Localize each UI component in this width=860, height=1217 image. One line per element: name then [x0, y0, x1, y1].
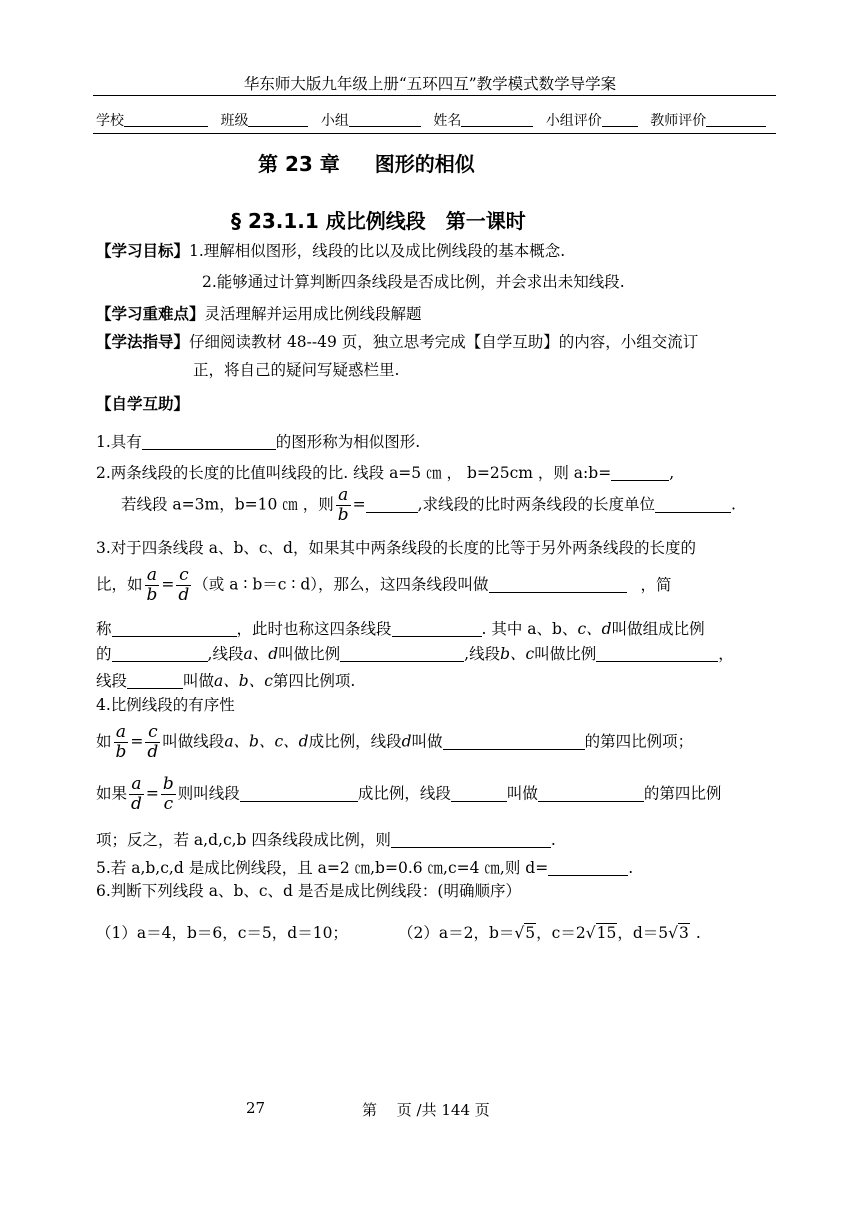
q3-text-5d: 第四比例项.	[272, 672, 356, 690]
q4-text-2e: 的第四比例	[643, 784, 722, 803]
q3-text-3d: c、d	[577, 620, 612, 638]
q3-text-4d: 叫做比例	[278, 645, 341, 663]
chapter-name: 图形的相似	[374, 152, 475, 176]
key-points-text: 灵活理解并运用成比例线段解题	[204, 305, 422, 323]
field-teacher-eval-label: 教师评价	[650, 113, 707, 129]
frac-num-a: a	[131, 774, 142, 794]
q4-text-2b: 则叫线段	[177, 784, 240, 803]
sqrt-3: √3	[668, 924, 689, 942]
q4-fraction-cd	[145, 724, 160, 761]
q5-text: 5.若 a,b,c,d 是成比例线段，且 a=2 ㎝,b=0.6 ㎝,c=4 ㎝,则 d=	[96, 859, 549, 877]
q3-text-3b: ，此时也称这四条线段	[236, 620, 392, 638]
sqrt-5: √5	[514, 924, 536, 942]
q3-text-4e: ,线段	[464, 645, 501, 663]
method-text-2: 正，将自己的疑问写疑惑栏里.	[193, 361, 400, 379]
chapter-title	[258, 148, 475, 177]
objective-1: 1.理解相似图形，线段的比以及成比例线段的基本概念.	[189, 242, 566, 260]
field-group-eval-blank[interactable]	[602, 112, 638, 127]
question-3-line-1: 3.对于四条线段 a、b、c、d，如果其中两条线段的长度的比等于另外两条线段的长度的	[96, 539, 696, 557]
q3-text-4a: 的	[96, 645, 112, 663]
question-6-part-1: （1）a＝4，b＝6，c＝5，d＝10；	[96, 924, 348, 942]
q3-text-5a: 线段	[96, 672, 128, 690]
q6-text-b: ，c＝2	[536, 924, 586, 942]
q2-blank-2[interactable]	[366, 497, 418, 513]
objective-2: 2.能够通过计算判断四条线段是否成比例，并会求出未知线段.	[202, 273, 625, 291]
q1-text-before: 1.具有	[96, 433, 142, 451]
sqrt-3-radicand: 3	[679, 924, 689, 942]
method-line-1	[96, 335, 698, 351]
question-6-part-2	[398, 926, 701, 942]
q3-text-4f: b、c	[500, 645, 535, 663]
q2-equals: =	[352, 495, 366, 514]
q4-blank-4[interactable]	[538, 786, 644, 802]
q4-text-1f: 叫做	[411, 732, 443, 751]
objectives-line-1	[96, 244, 565, 260]
field-school-blank[interactable]	[124, 112, 208, 127]
key-points	[96, 307, 422, 323]
q2-blank-1[interactable]	[611, 465, 669, 481]
question-4-line-3	[96, 832, 556, 849]
method-text-1: 仔细阅读教材 48--49 页，独立思考完成【自学互助】的内容，小组交流订	[189, 333, 699, 351]
q4-text-2a: 如果	[96, 784, 128, 803]
question-3-line-3	[96, 621, 705, 638]
q3-blank-2[interactable]	[112, 621, 237, 637]
q2-text-1: 2.两条线段的长度的比值叫线段的比. 线段 a=5 ㎝ ， b=25cm ，则 a:b=	[96, 464, 612, 482]
q3-text-2b: （或 a ∶ b＝c ∶ d），那么，这四条线段叫做	[193, 575, 489, 594]
page-header-title: 华东师大版九年级上册“五环四互”教学模式数学导学案	[243, 75, 617, 93]
question-4-line-2	[96, 776, 721, 813]
q4-text-3-end: .	[550, 831, 556, 849]
frac-den-d: d	[147, 742, 159, 762]
q2-text-2-end: .	[731, 495, 736, 514]
frac-den-d: d	[131, 794, 142, 814]
q2-frac-den: b	[337, 505, 349, 525]
footer-page-number: 27	[246, 1099, 266, 1117]
sqrt-15-radicand: 15	[596, 924, 617, 942]
q4-fraction-ab	[114, 724, 129, 761]
q3-text-3e: 叫做组成比例	[611, 620, 705, 638]
section-title: § 23.1.1 成比例线段 第一课时	[231, 209, 526, 233]
q3-blank-1[interactable]	[489, 577, 627, 593]
q4-text-1d: 成比例，线段	[308, 732, 402, 751]
header-rule	[93, 95, 776, 96]
q2-text-2c: ,求线段的比时两条线段的长度单位	[417, 495, 656, 514]
objectives-label: 【学习目标】	[96, 242, 190, 260]
q4-fraction-ad	[129, 776, 144, 813]
field-class-blank[interactable]	[248, 112, 308, 127]
field-group-eval-label: 小组评价	[545, 113, 602, 129]
q4-text-1b: 叫做线段	[162, 732, 225, 751]
question-4-line-1	[96, 724, 693, 761]
q3-text-4b: ,线段	[207, 645, 244, 663]
q4-text-1e: d	[401, 732, 412, 751]
q4-text-3a: 项；反之，若 a,d,c,b 四条线段成比例，则	[96, 831, 391, 849]
q3-text-4-end: ，	[718, 645, 734, 663]
q2-blank-3[interactable]	[655, 497, 731, 513]
q1-text-after: 的图形称为相似图形.	[275, 433, 421, 451]
q3-fraction-ab	[145, 567, 160, 604]
frac-den-b: b	[146, 585, 158, 605]
field-group-blank[interactable]	[349, 112, 421, 127]
q6-text-a: （2）a＝2，b＝	[398, 924, 515, 942]
question-2-line-2	[121, 487, 736, 524]
field-teacher-eval-blank[interactable]	[706, 112, 766, 127]
q4-text-1c: a、b、c、d	[224, 732, 309, 751]
q4-blank-5[interactable]	[391, 832, 551, 848]
q3-text-3c: . 其中 a、b、	[481, 620, 578, 638]
q6-text-c: ，d＝5	[617, 924, 669, 942]
q2-text-2a: 若线段 a=3m，b=10 ㎝ ，则	[121, 495, 334, 514]
q3-blank-6[interactable]	[596, 646, 718, 662]
footer-page-info: 第 页 /共 144 页	[362, 1101, 490, 1119]
q3-text-2a: 比，如	[96, 575, 143, 594]
q4-text-1a: 如	[96, 732, 112, 751]
method-label: 【学法指导】	[96, 333, 190, 351]
q3-fraction-cd	[176, 567, 191, 604]
frac-equals: =	[161, 575, 175, 594]
q3-text-2-end: ，简	[640, 575, 672, 594]
question-1	[96, 434, 420, 451]
q3-blank-7[interactable]	[127, 673, 183, 689]
frac-num-c: c	[148, 722, 158, 742]
q4-blank-2[interactable]	[240, 786, 358, 802]
q5-text-end: .	[628, 859, 634, 877]
sqrt-5-radicand: 5	[525, 924, 536, 942]
chapter-number: 第 23 章	[258, 152, 340, 176]
self-study-label: 【自学互助】	[96, 395, 190, 413]
field-class-label: 班级	[220, 113, 249, 129]
frac-num-a: a	[146, 565, 158, 585]
question-5	[96, 860, 633, 877]
frac-den-c: c	[161, 794, 176, 813]
q4-blank-3[interactable]	[451, 786, 507, 802]
question-6-title: 6.判断下列线段 a、b、c、d 是否是成比例线段：(明确顺序）	[96, 882, 521, 900]
frac-den-b: b	[115, 742, 127, 762]
question-4-title: 4.比例线段的有序性	[96, 696, 235, 714]
q3-blank-3[interactable]	[392, 621, 482, 637]
q3-text-4g: 叫做比例	[534, 645, 597, 663]
frac-num-a: a	[115, 722, 127, 742]
field-name-label: 姓名	[433, 113, 462, 129]
q4-text-2d: 叫做	[506, 784, 538, 803]
field-school-label: 学校	[96, 113, 124, 129]
q4-text-1g: 的第四比例项；	[584, 732, 694, 751]
q1-blank[interactable]	[142, 434, 276, 450]
question-2-line-1	[96, 465, 674, 482]
field-name-blank[interactable]	[461, 112, 533, 127]
q5-blank[interactable]	[548, 860, 628, 876]
q3-text-3a: 称	[96, 620, 112, 638]
q3-text-5c: a、b、c	[214, 672, 273, 690]
frac-den-d: d	[178, 585, 190, 605]
q4-text-2c: 成比例，线段	[357, 784, 451, 803]
question-3-line-5	[96, 673, 355, 690]
q4-fraction-bc	[161, 776, 176, 813]
frac-num-b: b	[162, 774, 174, 794]
q3-blank-4[interactable]	[112, 646, 208, 662]
q2-frac-num: a	[338, 485, 349, 505]
key-points-label: 【学习重难点】	[96, 305, 205, 323]
q2-text-1-end: ,	[669, 464, 675, 482]
q4-blank-1[interactable]	[443, 734, 585, 750]
sqrt-15: √15	[585, 924, 617, 942]
question-3-line-2	[96, 567, 672, 604]
frac-equals: =	[145, 784, 159, 803]
q3-blank-5[interactable]	[340, 646, 464, 662]
frac-equals: =	[130, 732, 144, 751]
q3-text-5b: 叫做	[183, 672, 215, 690]
frac-num-c: c	[179, 565, 189, 585]
q3-text-4c: a、d	[243, 645, 279, 663]
q2-fraction	[336, 487, 351, 524]
q6-text-end: .	[695, 924, 701, 942]
field-group-label: 小组	[320, 113, 349, 129]
question-3-line-4	[96, 646, 734, 663]
student-info-row	[96, 110, 766, 130]
info-rule	[93, 133, 776, 134]
